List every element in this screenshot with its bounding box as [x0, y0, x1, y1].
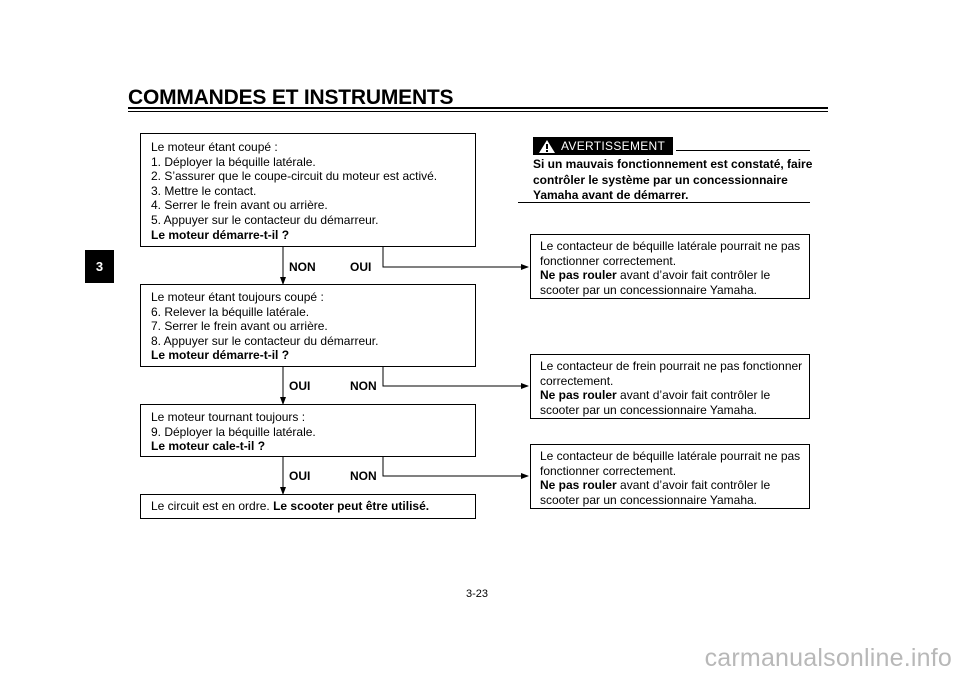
flow-step-3: [140, 404, 476, 457]
page-number: 3-23: [466, 588, 489, 600]
page-title: COMMANDES ET INSTRUMENTS: [128, 86, 454, 109]
result1-rest: avant d’avoir fait contrôler le: [616, 268, 771, 283]
step1-right-label: OUI: [350, 260, 372, 274]
step3-right-label: NON: [350, 469, 377, 483]
flow-step-4: [140, 494, 476, 519]
result2-rest: avant d’avoir fait contrôler le: [616, 388, 771, 403]
warning-triangle-icon: [538, 139, 556, 154]
arrow-step2-right: [383, 367, 528, 386]
warning-text: [533, 157, 815, 204]
warning-badge-label: AVERTISSEMENT: [561, 139, 666, 153]
step2-question: Le moteur démarre-t-il ?: [151, 348, 290, 363]
flow-step-2: [140, 284, 476, 367]
warning-line-2: contrôler le système par un concessionnaire: [533, 172, 788, 187]
arrow-step1-right: [383, 247, 528, 267]
result3-line-2: fonctionner correctement.: [540, 463, 677, 478]
result3-last: scooter par un concessionnaire Yamaha.: [540, 492, 758, 507]
step2-line-2: 6. Relever la béquille latérale.: [151, 304, 310, 319]
flow-step-1: [140, 133, 476, 247]
step3-line-1: Le moteur tournant toujours :: [151, 410, 306, 424]
step4-text: Le circuit est en ordre.: [151, 499, 274, 513]
warning-line-1: Si un mauvais fonctionnement est constaté, faire: [533, 157, 813, 171]
arrow-step3-right: [383, 457, 528, 476]
step1-line-1: Le moteur étant coupé :: [151, 140, 278, 154]
result1-bold: Ne pas rouler: [540, 268, 617, 283]
step2-line-4: 8. Appuyer sur le contacteur du démarreur.: [151, 333, 379, 348]
step1-line-3: 2. S’assurer que le coupe-circuit du moteur est activé.: [151, 169, 438, 184]
step1-line-4: 3. Mettre le contact.: [151, 183, 257, 198]
result2-line-2: correctement.: [540, 373, 614, 388]
result2-line-1: Le contacteur de frein pourrait ne pas fonctionner: [540, 359, 803, 373]
result1-line-1: Le contacteur de béquille latérale pourrait ne pas: [540, 239, 801, 253]
result2-bold: Ne pas rouler: [540, 388, 617, 403]
step2-line-1: Le moteur étant toujours coupé :: [151, 290, 324, 304]
step1-down-label: NON: [289, 260, 316, 274]
warning-rule-top: [676, 150, 810, 151]
result1-last: scooter par un concessionnaire Yamaha.: [540, 282, 758, 297]
result-box-3: [530, 444, 810, 509]
step2-line-3: 7. Serrer le frein avant ou arrière.: [151, 319, 328, 334]
step2-right-label: NON: [350, 379, 377, 393]
result1-line-2: fonctionner correctement.: [540, 253, 677, 268]
warning-line-3: Yamaha avant de démarrer.: [533, 188, 689, 202]
step1-question: Le moteur démarre-t-il ?: [151, 227, 290, 242]
result-box-1: [530, 234, 810, 299]
step1-line-6: 5. Appuyer sur le contacteur du démarreur.: [151, 212, 379, 227]
step3-line-2: 9. Déployer la béquille latérale.: [151, 424, 316, 439]
watermark: carmanualsonline.info: [704, 644, 952, 672]
step1-line-5: 4. Serrer le frein avant ou arrière.: [151, 198, 328, 213]
warning-rule-bottom: [518, 202, 810, 203]
result2-last: scooter par un concessionnaire Yamaha.: [540, 402, 758, 417]
step2-down-label: OUI: [289, 379, 311, 393]
step3-question: Le moteur cale-t-il ?: [151, 439, 266, 454]
result3-rest: avant d’avoir fait contrôler le: [616, 478, 771, 493]
step3-down-label: OUI: [289, 469, 311, 483]
step4-bold: Le scooter peut être utilisé.: [273, 499, 430, 513]
result-box-2: [530, 354, 810, 419]
result3-line-1: Le contacteur de béquille latérale pourrait ne pas: [540, 449, 801, 463]
result3-bold: Ne pas rouler: [540, 478, 617, 493]
step1-line-2: 1. Déployer la béquille latérale.: [151, 154, 316, 169]
chapter-number: 3: [95, 259, 104, 274]
